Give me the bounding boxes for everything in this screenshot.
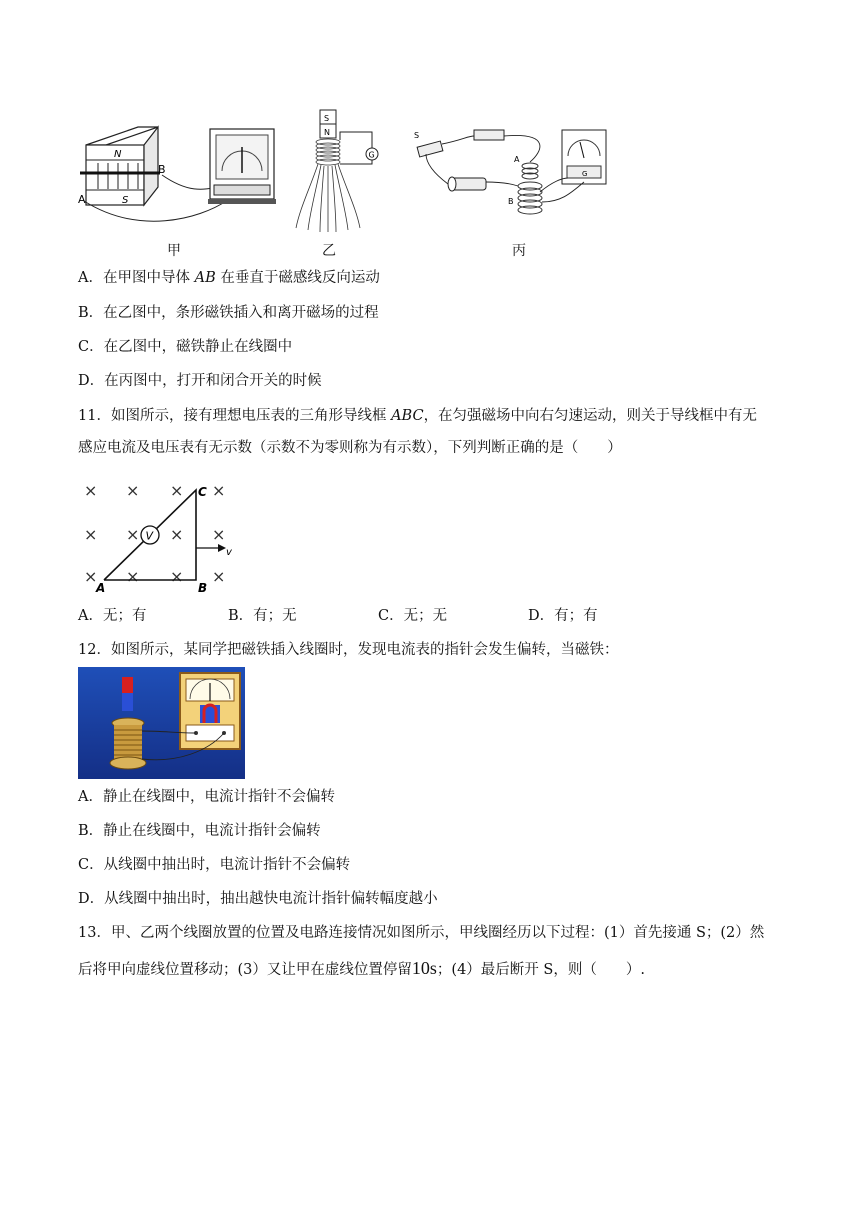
q12-option-b[interactable] [78, 821, 321, 841]
voltmeter-label: V [145, 529, 154, 543]
q13-stem-line2 [78, 958, 645, 980]
vertex-label-C: C [198, 485, 207, 499]
figure-label-bing: 丙 [512, 243, 526, 259]
field-cross: × [84, 525, 98, 544]
figure-label-jia: 甲 [167, 243, 181, 259]
stem-text: 后将甲向虚线位置移动；(3）又让甲在虚线位置停留 [78, 962, 412, 978]
option-text-pre: 在甲图中导体 [102, 270, 195, 286]
q12-option-a[interactable] [78, 787, 335, 807]
figure-jia [78, 105, 293, 225]
q11-option-d[interactable] [528, 606, 598, 626]
q10-option-c[interactable] [78, 337, 292, 357]
option-text: 有；无 [253, 608, 297, 624]
figure-label-yi: 乙 [322, 243, 336, 259]
option-text: 在乙图中，条形磁铁插入和离开磁场的过程 [103, 305, 379, 321]
option-text: 静止在线圈中，电流计指针不会偏转 [102, 789, 335, 805]
option-letter: B． [78, 823, 104, 839]
field-cross: × [84, 481, 98, 500]
jia-label-B: B [158, 163, 166, 176]
option-text: 从线圈中抽出时，电流计指针不会偏转 [103, 857, 351, 873]
q11-option-b[interactable] [228, 606, 378, 626]
q11-options [78, 606, 598, 626]
field-cross: × [84, 567, 98, 586]
option-variable: AB [194, 270, 216, 286]
bing-label-S: S [414, 131, 420, 140]
q11-stem-line2 [78, 438, 622, 458]
option-text: 在丙图中，打开和闭合开关的时候 [104, 373, 322, 389]
bing-label-G: G [582, 170, 588, 178]
stem-text: ；(4）最后断开 S，则（ ）. [436, 962, 645, 978]
option-letter: A． [78, 270, 103, 286]
q12-option-d[interactable] [78, 889, 438, 909]
field-cross: × [170, 567, 184, 586]
q12-stem [78, 640, 618, 660]
option-letter: B． [228, 608, 254, 624]
figure-yi [288, 108, 388, 236]
q10-option-d[interactable] [78, 371, 322, 391]
vertex-label-B: B [198, 581, 208, 595]
option-text: 有；有 [554, 608, 598, 624]
field-cross: × [170, 481, 184, 500]
jia-label-S: S [122, 195, 129, 206]
stem-text: 13．甲、乙两个线圈放置的位置及电路连接情况如图所示，甲线圈经历以下过程：(1）首先接通 S；(2）然 [78, 925, 765, 941]
yi-label-S: S [324, 114, 330, 123]
q12-option-c[interactable] [78, 855, 350, 875]
q10-option-a[interactable] [78, 268, 380, 288]
option-letter: A． [78, 608, 103, 624]
field-cross: × [126, 567, 140, 586]
q11-option-c[interactable] [378, 606, 528, 626]
field-cross: × [126, 525, 140, 544]
option-letter: D． [78, 373, 105, 389]
field-cross: × [212, 481, 226, 500]
option-text: 静止在线圈中，电流计指针会偏转 [103, 823, 321, 839]
option-letter: C． [78, 339, 104, 355]
q13-stem-line1 [78, 923, 764, 943]
option-letter: D． [78, 891, 105, 907]
option-letter: C． [78, 857, 104, 873]
option-letter: B． [78, 305, 104, 321]
field-cross: × [212, 567, 226, 586]
velocity-label: v [226, 547, 232, 558]
vertex-label-A: A [96, 581, 106, 595]
jia-label-A: A [78, 193, 86, 206]
stem-time-value: 10s [411, 958, 437, 978]
stem-text: ，在匀强磁场中向右匀速运动，则关于导线框中有无 [423, 408, 758, 424]
q11-option-a[interactable] [78, 606, 228, 626]
figure-bing [412, 122, 612, 222]
option-letter: A． [78, 789, 103, 805]
bing-label-B: B [508, 197, 514, 206]
option-text-post: 在垂直于磁感线反向运动 [215, 270, 380, 286]
field-cross: × [126, 481, 140, 500]
stem-text: 11．如图所示，接有理想电压表的三角形导线框 [78, 408, 392, 424]
field-cross: × [170, 525, 184, 544]
option-letter: C． [378, 608, 404, 624]
q10-option-b[interactable] [78, 303, 379, 323]
option-text: 从线圈中抽出时，抽出越快电流计指针偏转幅度越小 [104, 891, 438, 907]
stem-text: 感应电流及电压表有无示数（示数不为零则称为有示数），下列判断正确的是（ ） [78, 440, 622, 456]
yi-label-G: G [368, 150, 375, 160]
jia-label-N: N [114, 149, 122, 160]
yi-label-N: N [324, 128, 330, 137]
field-cross: × [212, 525, 226, 544]
option-text: 在乙图中，磁铁静止在线圈中 [103, 339, 293, 355]
q11-stem-line1 [78, 406, 757, 426]
bing-label-A: A [514, 155, 520, 164]
stem-text: 12．如图所示，某同学把磁铁插入线圈时，发现电流表的指针会发生偏转，当磁铁： [78, 642, 619, 658]
q12-figure [78, 667, 245, 779]
q11-figure [78, 476, 238, 596]
option-text: 无；有 [102, 608, 147, 624]
option-letter: D． [528, 608, 555, 624]
option-text: 无；无 [403, 608, 448, 624]
stem-variable: ABC [391, 408, 424, 424]
